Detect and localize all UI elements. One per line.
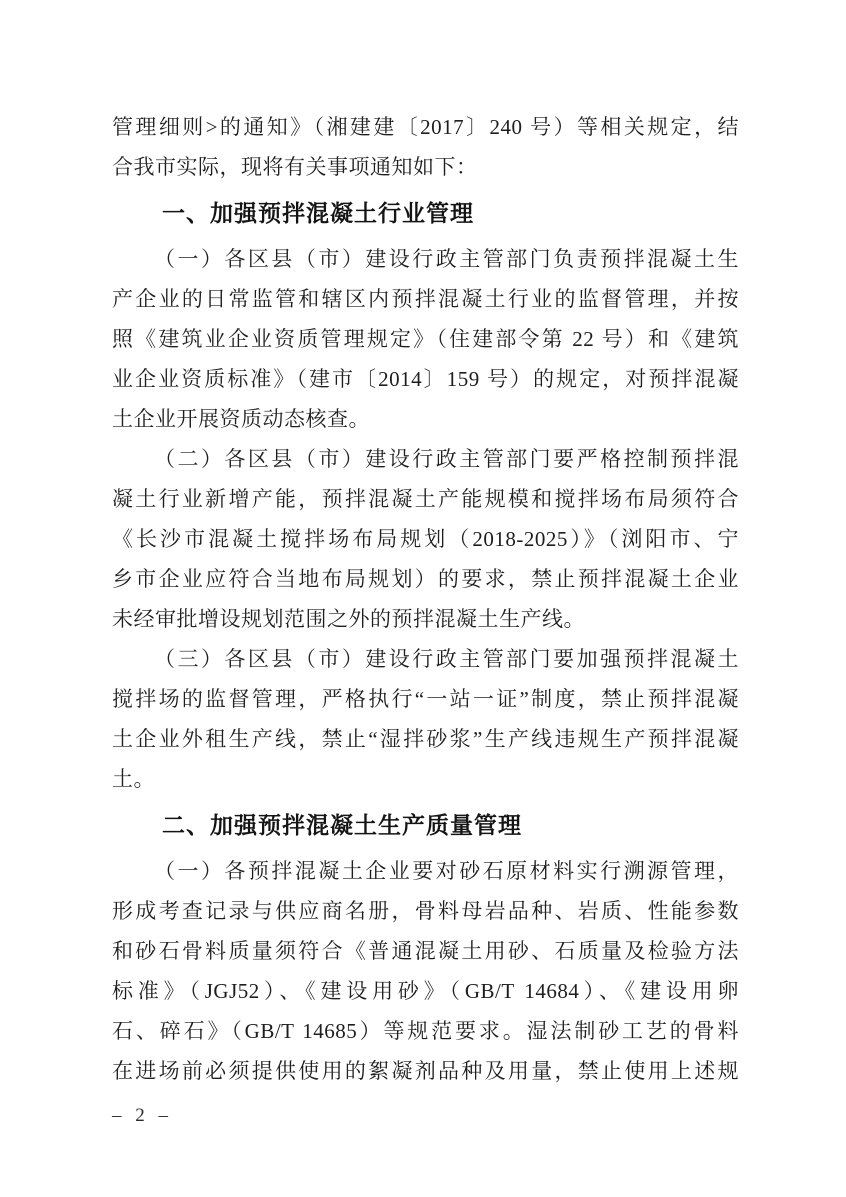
document-line: 标准》（JGJ52）、《建设用砂》（GB/T 14684）、《建设用卵 [112, 979, 739, 1003]
document-line: 管理细则>的通知》（湘建建〔2017〕240 号）等相关规定，结 [112, 115, 739, 139]
document-body [112, 107, 739, 1091]
document-line: 产企业的日常监管和辖区内预拌混凝土行业的监督管理，并按 [112, 287, 739, 311]
document-line: 《长沙市混凝土搅拌场布局规划（2018-2025）》（浏阳市、宁 [112, 527, 739, 551]
document-line: 土企业外租生产线，禁止“湿拌砂浆”生产线违规生产预拌混凝 [112, 727, 739, 751]
document-line: 合我市实际，现将有关事项通知如下： [112, 155, 478, 179]
document-line: （一）各预拌混凝土企业要对砂石原材料实行溯源管理， [154, 859, 739, 883]
section-heading: 一、加强预拌混凝土行业管理 [162, 200, 474, 226]
document-line: 土企业开展资质动态核查。 [112, 407, 370, 431]
document-line: （二）各区县（市）建设行政主管部门要严格控制预拌混 [154, 447, 739, 471]
document-line: 未经审批增设规划范围之外的预拌混凝土生产线。 [112, 607, 585, 631]
document-line: 和砂石骨料质量须符合《普通混凝土用砂、石质量及检验方法 [112, 939, 739, 963]
document-line: 土。 [112, 767, 155, 791]
document-line: 业企业资质标准》（建市〔2014〕159 号）的规定，对预拌混凝 [112, 367, 739, 391]
document-line: 搅拌场的监督管理，严格执行“一站一证”制度，禁止预拌混凝 [112, 687, 739, 711]
document-line: 照《建筑业企业资质管理规定》（住建部令第 22 号）和《建筑 [112, 327, 739, 351]
document-line: 形成考查记录与供应商名册，骨料母岩品种、岩质、性能参数 [112, 899, 739, 923]
section-heading: 二、加强预拌混凝土生产质量管理 [162, 812, 522, 838]
document-line: 在进场前必须提供使用的絮凝剂品种及用量，禁止使用上述规 [112, 1059, 739, 1083]
document-line: （一）各区县（市）建设行政主管部门负责预拌混凝土生 [154, 247, 739, 271]
document-line: 乡市企业应符合当地布局规划）的要求，禁止预拌混凝土企业 [112, 567, 739, 591]
document-line: 石、碎石》（GB/T 14685）等规范要求。湿法制砂工艺的骨料 [112, 1019, 739, 1043]
page-number: – 2 – [112, 1105, 171, 1126]
document-line: （三）各区县（市）建设行政主管部门要加强预拌混凝土 [154, 647, 739, 671]
document-line: 凝土行业新增产能，预拌混凝土产能规模和搅拌场布局须符合 [112, 487, 739, 511]
